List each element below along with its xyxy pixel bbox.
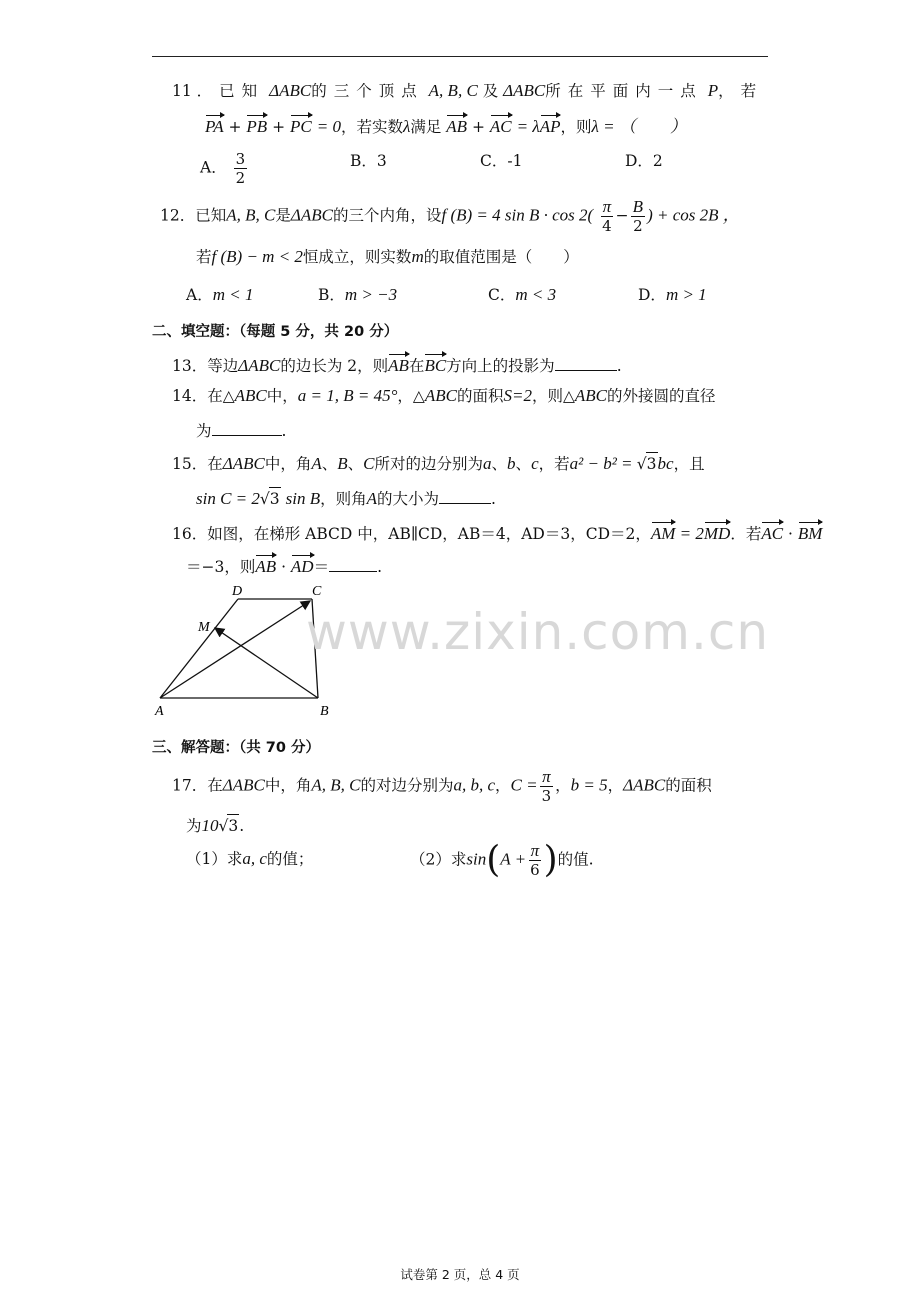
q16-line1: 16．如图，在梯形 ABCD 中，AB∥CD，AB＝4，AD＝3，CD＝2，AM = 2MD．若AC · BM bbox=[172, 520, 822, 545]
label-a: A bbox=[155, 704, 164, 719]
q14-line2: 为 . bbox=[196, 422, 287, 440]
q17-line1: 17．在ΔABC中，角A, B, C的对边分别为a, b, c，C = $\frac{\pi}{3}$ ，b = 5，ΔABC的面积 bbox=[172, 767, 712, 805]
q11-option-a: A． $\frac{3}{2}$ bbox=[200, 150, 246, 187]
label-b: B bbox=[320, 704, 329, 719]
q12-line1: 12．已知A, B, C是ΔABC的三个内角，设f (B) = 4 sin B · cos 2( $\frac{\pi}{4}$ − $\frac{B}{2}$ ) + cos 2B ， bbox=[160, 197, 740, 235]
label-m: M bbox=[198, 620, 210, 635]
vector-ac bbox=[160, 601, 310, 698]
segment-ad bbox=[160, 599, 238, 698]
q12-option-d: D．m > 1 bbox=[638, 285, 707, 304]
q16-line2: ＝−3，则AB · AD＝ . bbox=[186, 553, 382, 578]
q11-option-c: C．-1 bbox=[480, 152, 523, 170]
q17-part2: （2）求sin(A + $\frac{\pi}{6}$ )的值. bbox=[410, 839, 594, 881]
q12-option-b: B．m > −3 bbox=[318, 285, 398, 304]
q13: 13．等边ΔABC的边长为 2，则AB在BC方向上的投影为 . bbox=[172, 352, 622, 377]
q17-line2: 为10√3. bbox=[186, 816, 245, 835]
q11-option-b: B．3 bbox=[350, 152, 387, 170]
section-fill-in: 二、填空题：（每题 5 分，共 20 分） bbox=[152, 324, 399, 340]
q12-option-c: C．m < 3 bbox=[488, 285, 557, 304]
q15-line2: sin C = 2√3 sin B，则角A的大小为 . bbox=[196, 489, 496, 508]
q11-line2: PA + PB + PC = 0，若实数λ满足 AB + AC = λAP，则λ = （ ） bbox=[205, 113, 687, 138]
label-c: C bbox=[312, 584, 322, 599]
header-rule bbox=[152, 56, 768, 57]
q11-option-d: D．2 bbox=[625, 152, 663, 170]
q12-line2: 若f (B) − m < 2恒成立，则实数m的取值范围是（ ） bbox=[196, 247, 579, 266]
q15-line1: 15．在ΔABC中，角A、B、C所对的边分别为a、b、c，若a² − b² = √3bc，且 bbox=[172, 454, 705, 473]
label-d: D bbox=[232, 584, 243, 599]
q12-option-a: A．m < 1 bbox=[186, 285, 254, 304]
page-footer: 试卷第 2 页，总 4 页 bbox=[400, 1267, 520, 1282]
vector-bm bbox=[215, 628, 318, 698]
q17-part1: （1）求a, c的值； bbox=[186, 849, 314, 868]
watermark: www.zixin.com.cn bbox=[306, 603, 770, 661]
q14-line1: 14．在△ABC中，a = 1, B = 45°，△ABC的面积S=2，则△ABC的外接圆的直径 bbox=[172, 386, 716, 405]
q11-line1: 11 ．已知 ΔABC的三个顶点 A, B, C 及 ΔABC所在平面内一点 P，若 bbox=[172, 81, 764, 100]
section-solutions: 三、解答题：（共 70 分） bbox=[152, 740, 321, 756]
